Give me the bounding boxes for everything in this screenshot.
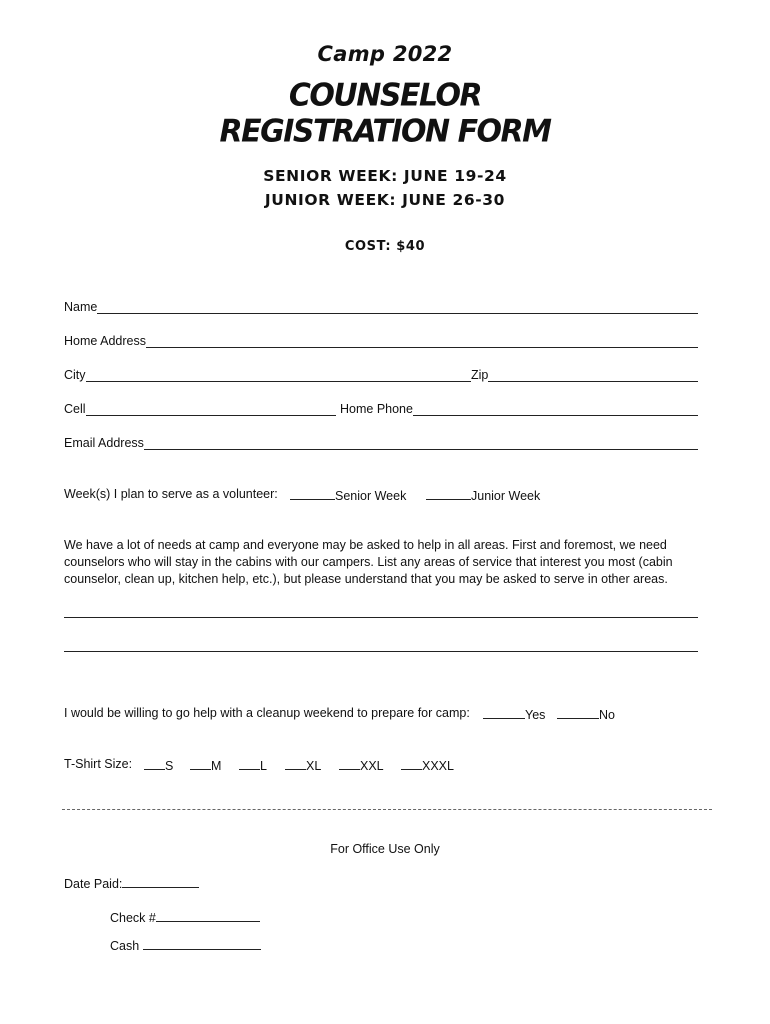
weeks-prompt: Week(s) I plan to serve as a volunteer: [64, 487, 278, 501]
form-title-line1: COUNSELOR [288, 77, 482, 114]
check-blank[interactable] [156, 909, 260, 922]
tshirt-option-l[interactable] [239, 757, 267, 773]
cleanup-no-label: No [599, 708, 615, 722]
tshirt-blank[interactable] [144, 757, 165, 770]
zip-field[interactable] [471, 368, 698, 382]
cut-line-divider [62, 809, 712, 810]
home-address-field[interactable] [64, 334, 698, 348]
name-field[interactable] [64, 300, 698, 314]
cash-label: Cash [110, 939, 140, 953]
needs-line-3: counselor, clean up, kitchen help, etc.), but please understand that you may be asked to serve in other areas. [64, 572, 668, 586]
home-phone-input-line[interactable] [413, 402, 698, 416]
email-input-line[interactable] [144, 436, 698, 450]
city-field[interactable] [64, 368, 471, 382]
cost-label: COST: $40 [344, 239, 426, 254]
cleanup-prompt: I would be willing to go help with a cleanup weekend to prepare for camp: [64, 706, 470, 720]
cleanup-yes-option[interactable] [483, 706, 545, 722]
city-input-line[interactable] [86, 368, 471, 382]
tshirt-size-s: S [165, 759, 174, 773]
tshirt-size-xl: XL [306, 759, 322, 773]
form-title-line2: REGISTRATION FORM [219, 113, 551, 150]
zip-input-line[interactable] [488, 368, 698, 382]
needs-line-1: We have a lot of needs at camp and everyone may be asked to help in all areas. First and foremost, we need [64, 538, 667, 552]
tshirt-option-xxxl[interactable] [401, 757, 454, 773]
senior-week-blank[interactable] [290, 487, 335, 500]
junior-week-dates: JUNIOR WEEK: JUNE 26-30 [264, 191, 506, 209]
check-label: Check # [110, 911, 156, 925]
camp-title: Camp 2022 [317, 42, 453, 66]
check-field[interactable] [110, 909, 260, 925]
tshirt-label: T-Shirt Size: [64, 757, 133, 771]
date-paid-label: Date Paid: [64, 877, 123, 891]
cash-blank[interactable] [143, 937, 261, 950]
tshirt-blank[interactable] [285, 757, 306, 770]
tshirt-blank[interactable] [401, 757, 422, 770]
tshirt-option-s[interactable] [144, 757, 173, 773]
cell-field[interactable] [64, 402, 336, 416]
email-label: Email Address [64, 436, 144, 450]
cell-label: Cell [64, 402, 86, 416]
tshirt-size-m: M [211, 759, 222, 773]
cleanup-no-blank[interactable] [557, 706, 599, 719]
senior-week-dates: SENIOR WEEK: JUNE 19-24 [263, 167, 507, 185]
cleanup-no-option[interactable] [557, 706, 615, 722]
tshirt-size-xxl: XXL [360, 759, 384, 773]
service-answer-line-1[interactable] [64, 617, 698, 618]
tshirt-option-xl[interactable] [285, 757, 321, 773]
zip-label: Zip [471, 368, 489, 382]
junior-week-blank[interactable] [426, 487, 471, 500]
tshirt-size-xxxl: XXXL [422, 759, 454, 773]
cash-field[interactable] [110, 937, 261, 953]
name-label: Name [64, 300, 98, 314]
tshirt-size-l: L [260, 759, 267, 773]
cleanup-yes-blank[interactable] [483, 706, 525, 719]
tshirt-option-m[interactable] [190, 757, 221, 773]
senior-week-label: Senior Week [335, 489, 407, 503]
office-use-title: For Office Use Only [330, 842, 440, 856]
home-phone-label: Home Phone [340, 402, 413, 416]
tshirt-blank[interactable] [190, 757, 211, 770]
service-answer-line-2[interactable] [64, 651, 698, 652]
needs-line-2: counselors who will stay in the cabins with our campers. List any areas of service that interest you most (cabin [64, 555, 673, 569]
junior-week-label: Junior Week [471, 489, 541, 503]
home-phone-field[interactable] [340, 402, 698, 416]
date-paid-field[interactable] [64, 875, 199, 891]
cell-input-line[interactable] [86, 402, 336, 416]
cleanup-yes-label: Yes [525, 708, 546, 722]
home-address-input-line[interactable] [146, 334, 698, 348]
needs-paragraph [64, 537, 714, 588]
senior-week-option[interactable] [290, 487, 406, 503]
name-input-line[interactable] [97, 300, 698, 314]
tshirt-blank[interactable] [339, 757, 360, 770]
junior-week-option[interactable] [426, 487, 540, 503]
tshirt-blank[interactable] [239, 757, 260, 770]
email-field[interactable] [64, 436, 698, 450]
tshirt-option-xxl[interactable] [339, 757, 384, 773]
home-address-label: Home Address [64, 334, 146, 348]
date-paid-blank[interactable] [122, 875, 199, 888]
city-label: City [64, 368, 86, 382]
